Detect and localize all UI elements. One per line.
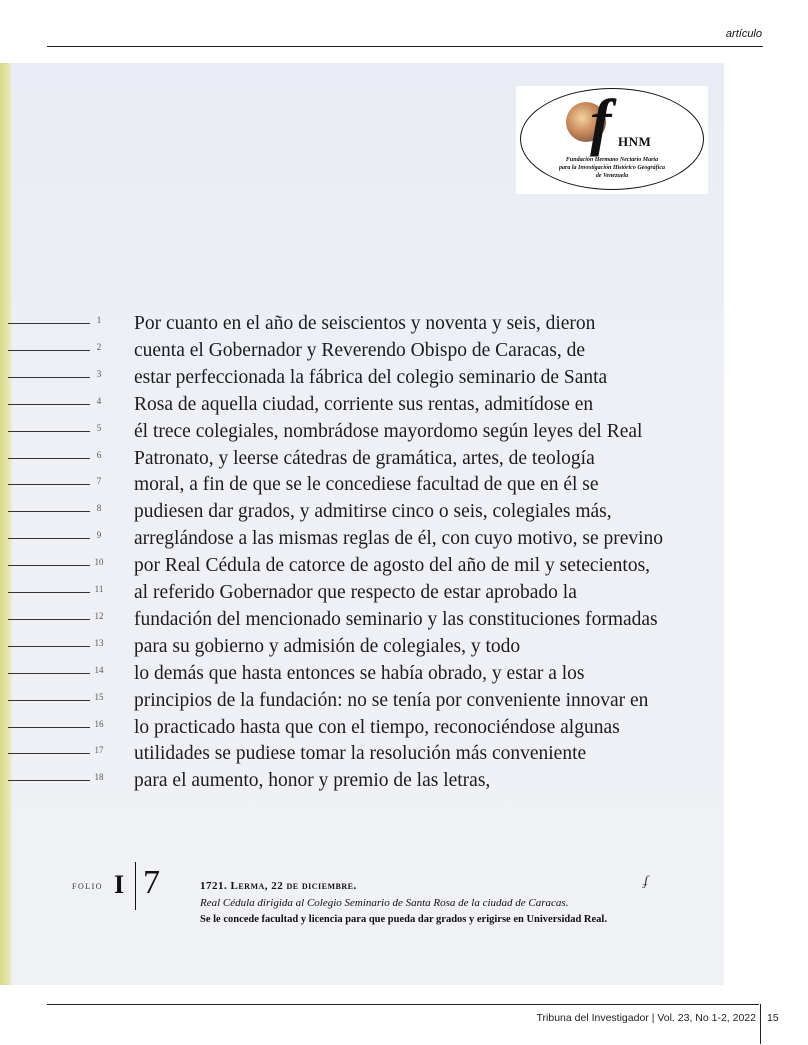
text-line (0, 767, 700, 794)
line-number: 4 (96, 395, 102, 406)
page-number: 15 (767, 1012, 779, 1024)
line-rule (8, 700, 90, 701)
line-text: Patronato, y leerse cátedras de gramática, artes, de teología (134, 447, 595, 469)
logo-subtitle-line: de Venezuela (595, 173, 629, 179)
caption-date-place: 1721. Lerma, 22 de diciembre. (200, 880, 357, 892)
text-line (0, 391, 700, 418)
logo-subtitle (536, 156, 688, 180)
text-line (0, 471, 700, 498)
line-rule (8, 404, 90, 405)
line-number: 17 (94, 745, 104, 756)
text-line (0, 579, 700, 606)
line-text: estar perfeccionada la fábrica del colegio seminario de Santa (134, 366, 608, 388)
line-rule (8, 727, 90, 728)
line-text: lo demás que hasta entonces se había obrado, y estar a los (134, 662, 585, 684)
line-text: arreglándose a las mismas reglas de él, con cuyo motivo, se previno (134, 528, 664, 550)
folio-divider (135, 862, 136, 910)
line-text: cuenta el Gobernador y Reverendo Obispo de Caracas, de (134, 339, 586, 361)
text-line (0, 660, 700, 687)
text-line (0, 606, 700, 633)
line-number: 8 (96, 503, 102, 514)
text-line (0, 498, 700, 525)
logo-subtitle-line: Fundación Hermano Nectario María (565, 157, 659, 163)
line-rule (8, 377, 90, 378)
line-number: 3 (96, 368, 102, 379)
line-text: para el aumento, honor y premio de las letras, (134, 770, 491, 792)
line-rule (8, 753, 90, 754)
line-number: 13 (94, 637, 104, 648)
line-number: 10 (94, 557, 104, 568)
ink-mark: ʄ (644, 874, 649, 889)
line-rule (8, 458, 90, 459)
header-rule (47, 46, 763, 47)
text-line (0, 525, 700, 552)
folio-label: FOLIO (72, 882, 104, 891)
line-rule (8, 484, 90, 485)
line-rule (8, 511, 90, 512)
text-line (0, 337, 700, 364)
line-number: 7 (96, 476, 102, 487)
line-number: 5 (96, 422, 102, 433)
text-line (0, 740, 700, 767)
line-rule (8, 565, 90, 566)
line-text: para su gobierno y admisión de colegiales, y todo (134, 635, 521, 657)
folio-number: 7 (143, 864, 160, 901)
line-text: al referido Gobernador que respecto de estar aprobado la (134, 582, 577, 603)
line-number: 15 (94, 691, 104, 702)
line-number: 2 (96, 341, 102, 352)
text-line (0, 310, 700, 337)
line-rule (8, 780, 90, 781)
line-number: 6 (96, 449, 102, 460)
line-number: 9 (96, 530, 102, 541)
line-text: Rosa de aquella ciudad, corriente sus rentas, admitídose en (134, 393, 594, 415)
line-text: por Real Cédula de catorce de agosto del año de mil y setecientos, (134, 555, 651, 577)
line-rule (8, 323, 90, 324)
logo-subtitle-line: para la Investigación Histórico Geográfica (559, 165, 665, 171)
text-line (0, 552, 700, 579)
text-line (0, 418, 700, 445)
journal-citation: Tribuna del Investigador | Vol. 23, No 1-2, 2022 (536, 1012, 756, 1024)
line-rule (8, 538, 90, 539)
line-text: él trece colegiales, nombrádose mayordomo según leyes del Real (134, 420, 643, 442)
text-line (0, 714, 700, 741)
line-text: utilidades se pudiese tomar la resolución más conveniente (134, 743, 587, 765)
fhnm-logo (516, 86, 708, 194)
footer-divider (760, 1004, 761, 1044)
line-number: 14 (94, 664, 104, 675)
line-number: 1 (96, 315, 102, 325)
line-text: lo practicado hasta que con el tiempo, reconociéndose algunas (134, 716, 620, 738)
line-rule (8, 619, 90, 620)
line-text: pudiesen dar grados, y admitirse cinco o seis, colegiales más, (134, 501, 612, 523)
line-number: 12 (94, 610, 104, 621)
line-number: 11 (94, 584, 104, 594)
line-number: 16 (94, 718, 104, 729)
text-line (0, 445, 700, 472)
line-text: Por cuanto en el año de seiscientos y noventa y seis, dieron (134, 313, 596, 334)
logo-letter: f (590, 86, 612, 157)
line-rule (8, 350, 90, 351)
caption-description: Se le concede facultad y licencia para que pueda dar grados y erigirse en Universidad Real. (200, 914, 607, 925)
text-line (0, 687, 700, 714)
line-rule (8, 673, 90, 674)
footer-rule (47, 1004, 759, 1005)
line-rule (8, 431, 90, 432)
line-rule (8, 592, 90, 593)
line-rule (8, 646, 90, 647)
folio-roman: I (114, 870, 125, 899)
line-number: 18 (94, 772, 104, 783)
line-text: fundación del mencionado seminario y las constituciones formadas (134, 608, 658, 630)
section-tag: artículo (725, 28, 762, 40)
caption-title: Real Cédula dirigida al Colegio Seminario de Santa Rosa de la ciudad de Caracas. (200, 897, 569, 909)
text-line (0, 633, 700, 660)
logo-abbreviation: HNM (618, 134, 652, 149)
line-text: principios de la fundación: no se tenía por conveniente innovar en (134, 689, 649, 711)
text-line (0, 364, 700, 391)
line-text: moral, a fin de que se le concediese facultad de que en él se (134, 474, 599, 496)
